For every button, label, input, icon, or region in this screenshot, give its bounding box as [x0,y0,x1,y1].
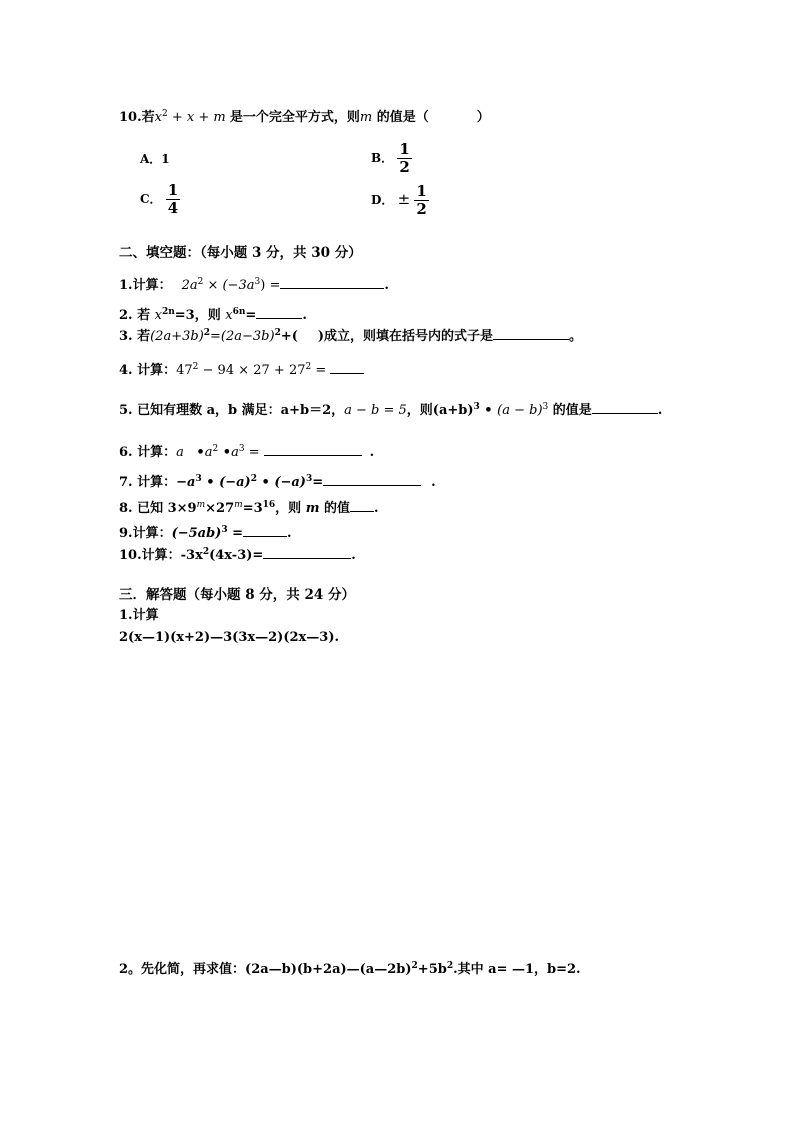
expr: -3x [180,548,203,563]
q-mid: ，则(a+b) [406,403,474,418]
option-c [140,181,180,217]
exponent: 3 [542,402,549,412]
fill-question-4 [119,361,364,379]
var-a: a [176,445,184,460]
solve-question-1-title: 1.计算 [119,608,159,623]
expr: (2a+3b) [150,329,204,344]
exponent: 2n [161,307,175,317]
denominator: 2 [399,158,410,176]
solve-section-heading: 三．解答题（每小题 8 分，共 24 分） [119,587,355,603]
q-label: 4. 计算： [119,363,177,378]
period: . [657,403,663,418]
stem-variable: m [359,110,373,125]
period: . [302,308,307,323]
fill-question-9 [119,524,292,542]
q2-text: +5b [417,962,447,977]
fill-question-7 [119,473,436,491]
solve-question-2 [119,962,581,978]
answer-blank [592,401,658,414]
q-label: 8. 已知 3×9 [119,501,197,516]
expr: 2a [181,278,198,293]
exponent: 2 [411,961,418,971]
fill-question-2 [119,306,307,324]
q2-text: 2。先化简，再求值：(2a—b)(b+2a)—(a—2b) [119,962,412,977]
numerator: 1 [416,182,427,200]
fill-question-3 [119,327,582,345]
expr: • (−a) [256,475,306,490]
q-label: 2. 若 [119,308,155,323]
equals: = [227,526,244,541]
equals: = [244,445,260,460]
stem-close: ） [476,110,490,125]
exponent: 2 [203,328,211,338]
option-c-label: C． [140,192,162,206]
answer-blank [280,276,384,289]
expr: • (−a) [201,475,251,490]
exponent: 2 [212,444,219,454]
expr: (4x-3)= [209,548,264,563]
expr: × (−3a [203,278,255,293]
exponent: 16 [262,500,276,510]
option-a [140,151,170,167]
exponent: 2 [250,474,257,484]
q-text: )成立，则填在括号内的式子是 [317,329,494,344]
q-mid: =3，则 [174,308,226,323]
answer-blank [350,499,374,512]
option-c-fraction [166,182,180,217]
period: . [369,445,375,460]
expr: a − b = 5 [344,403,407,418]
q-label: 1.计算： [119,278,172,293]
numerator: 1 [167,181,179,199]
dot: • [218,445,232,460]
equals: =3 [242,501,263,516]
expr-rest: + x + m [167,110,230,125]
period: . [431,475,436,490]
plus-minus: ± [397,190,411,208]
q-end: ，则 [275,501,306,516]
q-label: 3. 若 [119,329,151,344]
equals: = [245,308,257,323]
var-m: m [305,501,320,516]
exponent: 3 [305,474,313,484]
equals: = [312,475,324,490]
exponent: m [234,500,243,510]
expr: (a − b) [497,403,543,418]
solve-question-1-expr: 2(x—1)(x+2)—3(3x—2)(2x—3). [119,630,339,645]
period: . [351,548,356,563]
expr: −a [176,475,196,490]
answer-blank [493,327,569,340]
answer-blank [264,443,362,456]
exponent: 3 [473,402,480,412]
var-a: a [204,445,213,460]
fill-question-1 [119,276,389,294]
numerator: 1 [399,140,410,158]
q-label: 5. 已知有理数 a，b 满足：a+b＝2， [119,403,345,418]
expr: ) = [260,278,281,293]
option-d-fraction [414,183,428,218]
q-label: 10.计算： [119,548,181,563]
exponent: 3 [238,444,245,454]
var-a: a [231,445,239,460]
denominator: 2 [416,200,427,218]
fill-section-heading: 二、填空题：（每小题 3 分，共 30 分） [119,245,362,261]
answer-blank [263,546,351,559]
option-b-fraction [397,141,411,176]
var-x: x [154,308,162,323]
option-d [371,181,429,218]
period: . [287,526,292,541]
question-number: 10. [119,110,142,125]
expr-x: x [154,110,162,125]
answer-blank [323,473,421,486]
q-label: 9.计算： [119,526,172,541]
exponent: 2 [446,961,454,971]
stem-end: 的值是（ [372,110,429,125]
exponent: 6n [232,307,246,317]
mc-question-10 [119,110,490,126]
exponent: 3 [221,525,228,535]
fill-question-8 [119,499,379,517]
plus-open: +( [280,329,298,344]
expr: − 94 × 27 + 27 [198,363,306,378]
fill-question-6 [119,443,374,461]
period: . [374,501,379,516]
fill-question-10 [119,546,356,564]
q-label: 6. 计算： [119,445,177,460]
denominator: 4 [167,199,179,217]
question-lead: 若 [141,110,155,125]
var-x: x [225,308,233,323]
question-stem: 是一个完全平方式，则 [229,110,360,125]
dot: • [479,403,498,418]
option-d-label: D． [371,193,394,207]
expr: 47 [176,363,193,378]
option-b [371,140,412,176]
exponent: m [196,500,206,510]
option-a-label: A．1 [140,152,170,166]
exponent: 2 [202,547,210,557]
period: . [384,278,389,293]
exponent: 2 [274,328,281,338]
q-label: 7. 计算： [119,475,177,490]
q-mid: ×27 [205,501,235,516]
answer-blank [330,361,364,374]
fill-question-5 [119,401,662,419]
q2-text: .其中 a= —1，b=2. [453,962,581,977]
expr-exponent: 2 [161,109,168,119]
period: 。 [569,329,583,344]
equals: = [311,363,327,378]
exponent: 3 [254,277,261,287]
expr: =(2a−3b) [210,329,275,344]
exponent: 2 [192,362,199,372]
expr: (−5ab) [171,526,222,541]
answer-blank [243,524,287,537]
answer-blank [256,306,302,319]
option-b-label: B． [371,151,394,165]
exponent: 3 [195,474,202,484]
dot: • [191,445,205,460]
exponent: 2 [197,277,204,287]
q-tail: 的值 [319,501,350,516]
q-end: 的值是 [548,403,592,418]
exponent: 2 [305,362,312,372]
